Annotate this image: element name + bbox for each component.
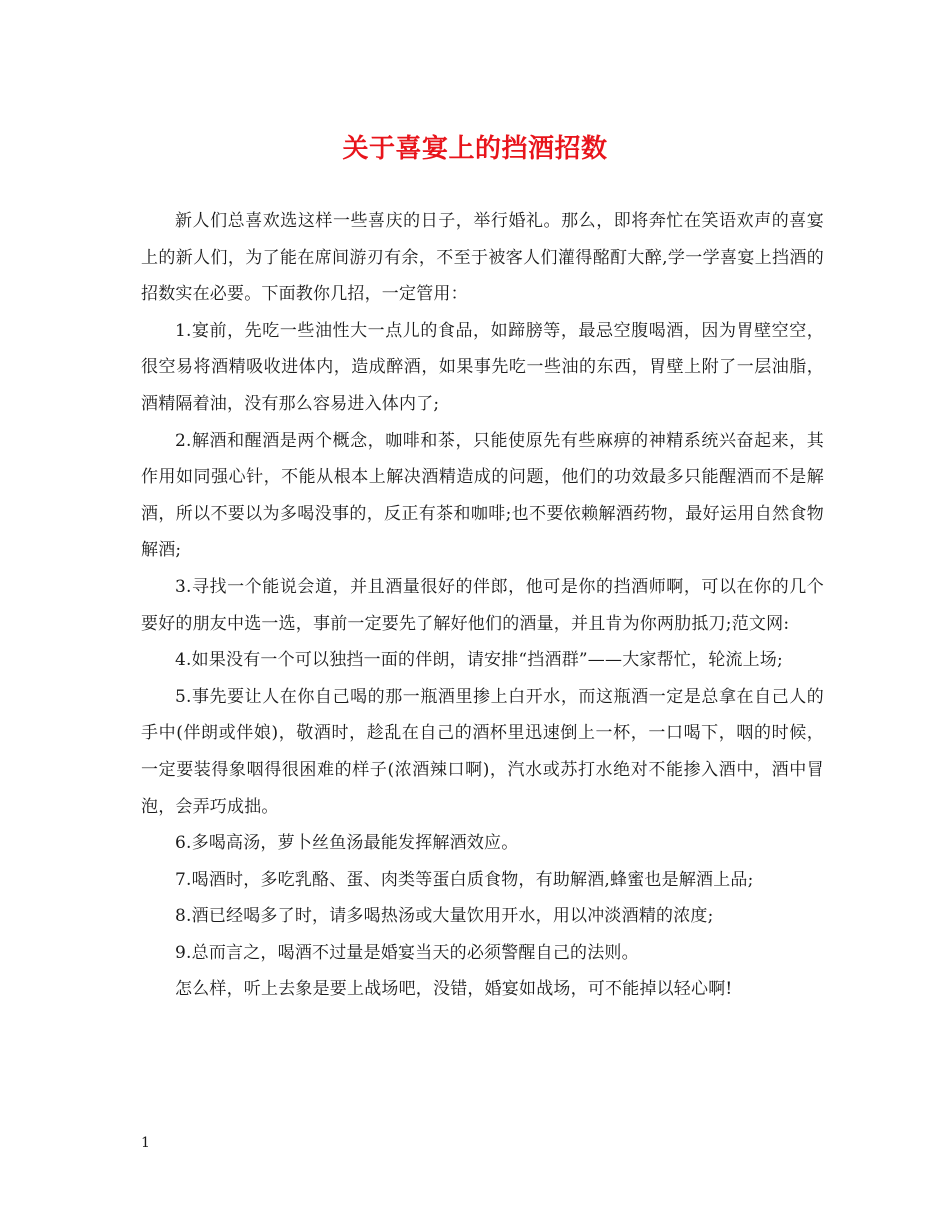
tip-paragraph-8: 8.酒已经喝多了时，请多喝热汤或大量饮用开水，用以冲淡酒精的浓度;	[175, 906, 714, 927]
tip-paragraph-7: 7.喝酒时，多吃乳酪、蛋、肉类等蛋白质食物，有助解酒,蜂蜜也是解酒上品;	[175, 869, 754, 890]
tip-paragraph-1: 1.宴前，先吃一些油性大一点儿的食品，如蹄膀等，最忌空腹喝酒，因为胃壁空空，很空易将酒精吸收进体内，造成醉酒，如果事先吃一些油的东西，胃壁上附了一层油脂，酒精隔着油，没有那么容易进入体内了;	[141, 320, 824, 414]
intro-paragraph: 新人们总喜欢选这样一些喜庆的日子，举行婚礼。那么，即将奔忙在笑语欢声的喜宴上的新人们，为了能在席间游刃有余，不至于被客人们灌得酩酊大醉,学一学喜宴上挡酒的招数实在必要。下面教你几招，一定管用：	[141, 211, 824, 305]
page-number: 1	[141, 1135, 150, 1151]
tip-paragraph-3: 3.寻找一个能说会道，并且酒量很好的伴郎，他可是你的挡酒师啊，可以在你的几个要好的朋友中选一选，事前一定要先了解好他们的酒量，并且肯为你两肋抵刀;范文网:	[141, 576, 824, 634]
tip-paragraph-4: 4.如果没有一个可以独挡一面的伴朗，请安排“挡酒群”——大家帮忙，轮流上场;	[175, 650, 783, 671]
article-body	[141, 203, 824, 1008]
closing-paragraph: 怎么样，听上去象是要上战场吧，没错，婚宴如战场，可不能掉以轻心啊!	[175, 979, 733, 1000]
tip-paragraph-9: 9.总而言之，喝酒不过量是婚宴当天的必须警醒自己的法则。	[175, 942, 639, 963]
tip-paragraph-5: 5.事先要让人在你自己喝的那一瓶酒里掺上白开水，而这瓶酒一定是总拿在自己人的手中(伴朗或伴娘)，敬酒时，趁乱在自己的酒杯里迅速倒上一杯，一口喝下，咽的时候，一定要装得象咽得很困难的样子(浓酒辣口啊)，汽水或苏打水绝对不能掺入酒中，酒中冒泡，会弄巧成拙。	[141, 686, 824, 817]
tip-paragraph-6: 6.多喝高汤，萝卜丝鱼汤最能发挥解酒效应。	[175, 833, 519, 854]
page-title: 关于喜宴上的挡酒招数	[342, 134, 608, 164]
tip-paragraph-2: 2.解酒和醒酒是两个概念，咖啡和茶，只能使原先有些麻痹的神精系统兴奋起来，其作用如同强心针，不能从根本上解决酒精造成的问题，他们的功效最多只能醒酒而不是解酒，所以不要以为多喝没事的，反正有茶和咖啡;也不要依赖解酒药物，最好运用自然食物解酒;	[141, 430, 824, 561]
